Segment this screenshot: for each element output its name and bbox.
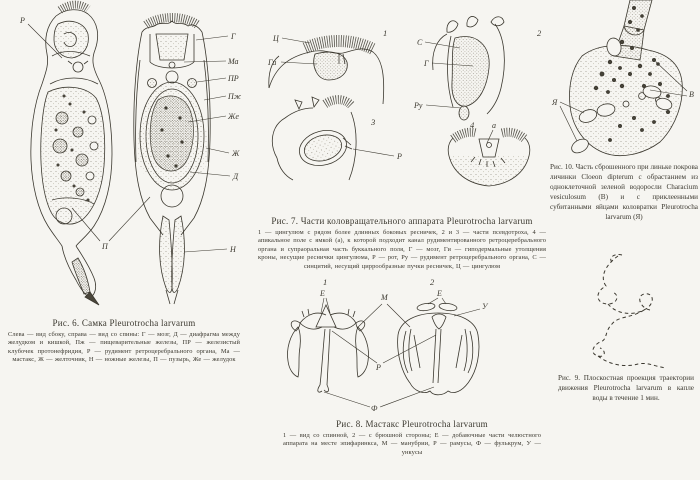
label-4: 4 xyxy=(470,120,475,130)
label-zh: Ж xyxy=(232,149,240,158)
fig10-exuvium xyxy=(570,0,683,156)
label-ya: Я xyxy=(552,98,558,107)
fig7-sub1-cingulum xyxy=(269,41,384,104)
fig10-caption xyxy=(550,163,698,223)
fig8-labels xyxy=(319,277,489,413)
label-m: М xyxy=(381,293,388,302)
label-r: Р xyxy=(20,16,25,25)
fig9-illustration xyxy=(556,252,696,372)
label-3: 3 xyxy=(371,117,376,127)
label-a: а xyxy=(492,121,496,130)
fig8-leader-lines xyxy=(321,298,480,407)
fig8-illustration xyxy=(278,273,542,421)
label-r2: Р xyxy=(397,152,402,161)
fig7-caption-legend: 1 — цингулюм с рядом более длинных боковых ресничек, 2 и 3 — части псевдотроха, 4 — апикальное поле с ямкой (а), к которой подходит канал рудиментированного ретроцеребрального органа и супраоральная часть буккального поля, Г — мозг, Ги — гиподермальные утолщения кроны, несущие реснички цингулюма, Р — рот, Ру — рудимент ретроцеребрального органа, С — синцитий, несущий циррообразные пучки ресничек, Ц — цингулюм xyxy=(258,229,546,270)
label-gi: Ги xyxy=(268,58,277,67)
label-zhe: Же xyxy=(228,112,239,121)
label-v: В xyxy=(689,90,694,99)
label-g2: Г xyxy=(424,59,429,68)
fig9-caption xyxy=(558,374,694,404)
label-f: Ф xyxy=(371,404,378,413)
label-1: 1 xyxy=(383,28,388,38)
label-n: Н xyxy=(230,245,236,254)
fig7-sub4-apical-field xyxy=(448,132,530,186)
fig6-illustration xyxy=(0,0,250,315)
label-d: Д xyxy=(233,172,239,181)
label-r: Р xyxy=(376,363,381,372)
fig10-illustration xyxy=(550,0,700,162)
fig7-sub3-mastax xyxy=(272,97,356,180)
label-1: 1 xyxy=(323,277,328,287)
label-e2: Е xyxy=(437,289,442,298)
label-e1: Е xyxy=(320,289,325,298)
fig6-dorsal-view xyxy=(134,18,210,305)
fig9-trajectory-path xyxy=(593,255,666,368)
label-g: Г xyxy=(231,32,236,41)
fig6-caption-legend: Слева — вид сбоку, справа — вид со спины: Г — мозг, Д — диафрагма между желудком и кишкой, Пж — пищеварительные железы, ПР — железистый клубочек протонефридия, Р — рудимент ретроцеребрального органа, Ма — мастакс, Ж — желточник, Н — ножные железы, П — пузырь, Же — желудок xyxy=(8,331,240,364)
fig10-caption-text: Рис. 10. Часть сброшенного при линьке покрова личинки Cloeon dipterum с обрастанием из одноклеточной зеленой водоросли Characium vesiculosum (В) и с приклеенными субитанными яйцами коловратки Pleurotrocha larvarum (Я) xyxy=(550,163,698,221)
fig6-caption-title: Рис. 6. Самка Pleurotrocha larvarum xyxy=(52,318,196,328)
fig6-caption xyxy=(8,318,240,365)
fig8-caption-legend: 1 — вид со спинной, 2 — с брюшной стороны; Е — добавочные части челюстного аппарата на месте эпифаринкса, М — манубрии, Р — рамусы, Ф — фулькрум, У — ункусы xyxy=(283,432,541,456)
fig7-sub2-brain xyxy=(433,16,505,120)
fig7-caption-title: Рис. 7. Части коловращательного аппарата Pleurotrocha larvarum xyxy=(271,216,533,226)
fig7-caption xyxy=(258,216,546,271)
label-2: 2 xyxy=(430,277,435,287)
label-s: С xyxy=(417,38,423,47)
fig8-caption xyxy=(283,419,541,457)
fig9-caption-text: Рис. 9. Плоскостная проекция траектории движения Pleurotrocha larvarum в капле воды в течение 1 мин. xyxy=(558,374,694,402)
label-p: П xyxy=(102,242,108,251)
label-ma: Ма xyxy=(228,57,239,66)
fig7-illustration xyxy=(255,8,547,212)
fig8-caption-title: Рис. 8. Мастакс Pleurotrocha larvarum xyxy=(336,419,488,429)
label-ru: Ру xyxy=(414,101,423,110)
label-ts: Ц xyxy=(273,34,279,43)
label-pr: ПР xyxy=(228,74,239,83)
label-2: 2 xyxy=(537,28,542,38)
label-u: У xyxy=(482,302,488,311)
fig6-side-view xyxy=(31,5,112,305)
label-pzh: Пж xyxy=(228,92,242,101)
